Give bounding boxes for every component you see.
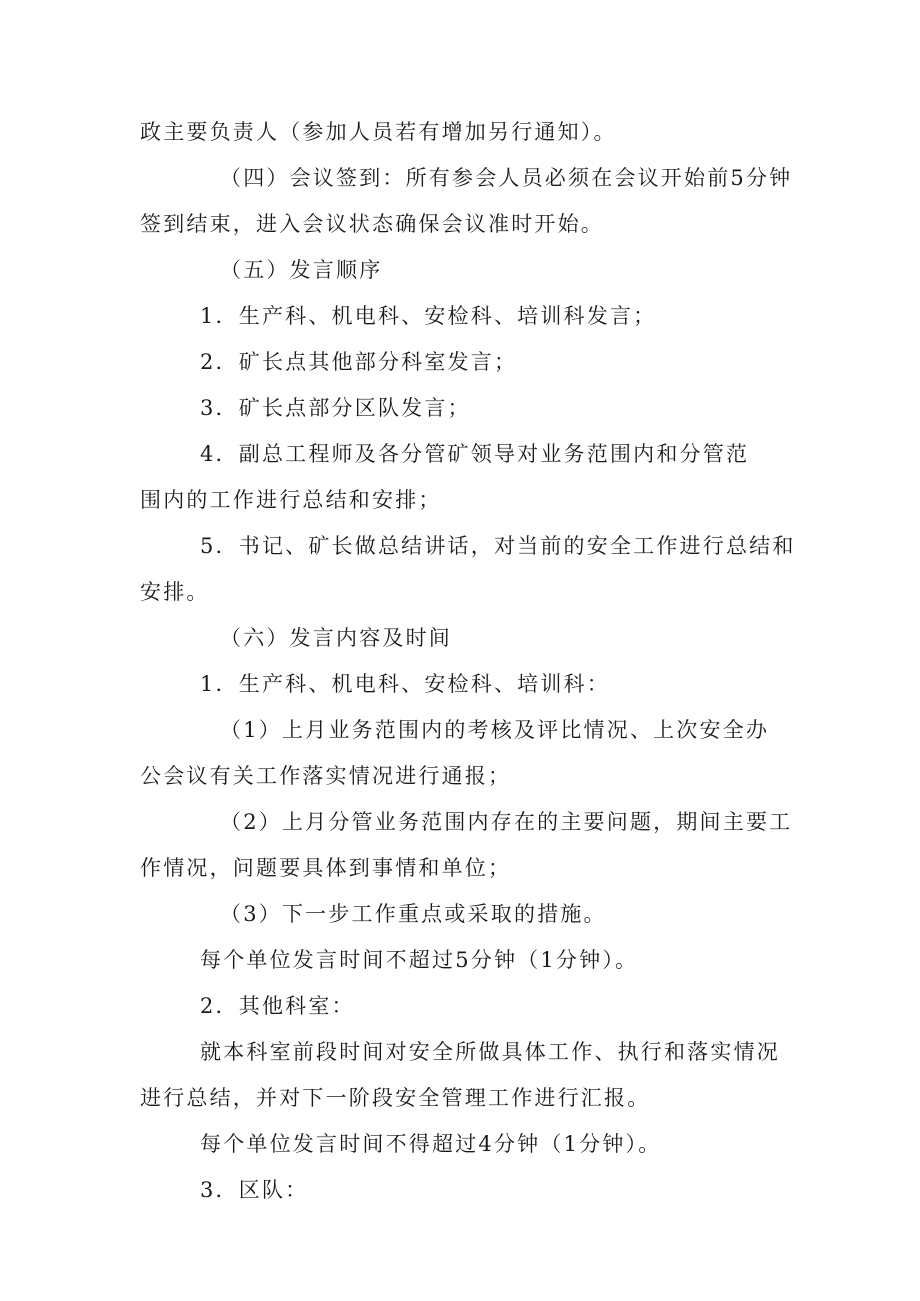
- list-item: 2．其他科室：: [200, 994, 355, 1018]
- text-line: 就本科室前段时间对安全所做具体工作、执行和落实情况: [200, 1040, 780, 1064]
- list-item: 3．区队：: [200, 1178, 309, 1202]
- text-line: 签到结束，进入会议状态确保会议准时开始。: [140, 212, 604, 236]
- text-line: 作情况，问题要具体到事情和单位；: [140, 856, 512, 880]
- sub-list-item: （3）下一步工作重点或采取的措施。: [220, 902, 607, 926]
- sub-list-item: （2）上月分管业务范围内存在的主要问题，期间主要工: [220, 810, 793, 834]
- text-line: 进行总结，并对下一阶段安全管理工作进行汇报。: [140, 1086, 651, 1110]
- text-line: 围内的工作进行总结和安排；: [140, 488, 442, 512]
- text-line: 每个单位发言时间不得超过4分钟（1分钟）。: [200, 1132, 662, 1156]
- list-item: 2．矿长点其他部分科室发言；: [200, 350, 518, 374]
- text-line: 每个单位发言时间不超过5分钟（1分钟）。: [200, 948, 639, 972]
- text-line: 安排。: [140, 580, 210, 604]
- section-heading-speech-content: （六）发言内容及时间: [220, 626, 452, 650]
- list-item: 1．生产科、机电科、安检科、培训科发言；: [200, 304, 657, 328]
- list-item: 4．副总工程师及各分管矿领导对业务范围内和分管范: [200, 442, 750, 466]
- list-item: 5．书记、矿长做总结讲话，对当前的安全工作进行总结和: [200, 534, 796, 558]
- text-line: 政主要负责人（参加人员若有增加另行通知）。: [140, 120, 617, 144]
- list-item: 1．生产科、机电科、安检科、培训科：: [200, 672, 610, 696]
- section-heading-speaking-order: （五）发言顺序: [220, 258, 383, 282]
- sub-list-item: （1）上月业务范围内的考核及评比情况、上次安全办: [220, 718, 770, 742]
- text-line: 公会议有关工作落实情况进行通报；: [140, 764, 512, 788]
- section-heading-sign-in: （四）会议签到：所有参会人员必须在会议开始前5分钟: [220, 166, 793, 190]
- list-item: 3．矿长点部分区队发言；: [200, 396, 471, 420]
